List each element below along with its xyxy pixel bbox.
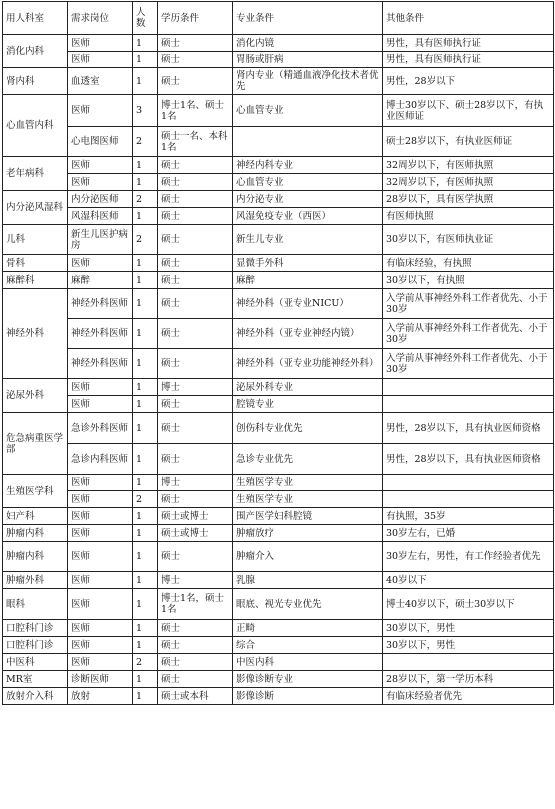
other-cell: 有执照，35岁 [383,508,554,525]
position-cell: 医师 [68,572,133,589]
major-cell: 影像诊断专业 [233,671,383,688]
table-row [3,491,554,508]
other-cell: 30岁以下，有执照 [383,272,554,289]
count-cell: 2 [133,127,158,157]
table-row [3,127,554,157]
other-cell: 入学前从事神经外科工作者优先、小于30岁 [383,289,554,319]
other-cell: 博士30岁以下、硕士28岁以下，有执业医师证 [383,95,554,127]
count-cell: 1 [133,289,158,319]
major-cell [233,127,383,157]
education-cell: 硕士 [158,542,233,572]
position-cell: 医师 [68,475,133,491]
position-cell: 急诊外科医师 [68,413,133,444]
count-cell: 1 [133,475,158,491]
position-cell: 医师 [68,396,133,413]
position-cell: 医师 [68,255,133,272]
education-cell: 博士1名，硕士1名 [158,589,233,620]
table-row [3,620,554,637]
education-cell: 硕士一名、本科1名 [158,127,233,157]
education-cell: 硕士 [158,255,233,272]
education-cell: 硕士 [158,491,233,508]
other-cell [383,491,554,508]
education-cell: 硕士或博士 [158,508,233,525]
header-other: 其他条件 [383,2,554,35]
major-cell: 肿瘤介入 [233,542,383,572]
dept-cell: MR室 [3,671,68,688]
count-cell: 1 [133,589,158,620]
education-cell: 硕士 [158,191,233,208]
other-cell: 30岁左右，男性，有工作经验者优先 [383,542,554,572]
count-cell: 1 [133,525,158,542]
other-cell [383,379,554,396]
header-education: 学历条件 [158,2,233,35]
major-cell: 腔镜专业 [233,396,383,413]
count-cell: 1 [133,572,158,589]
other-cell: 男性，28岁以下 [383,68,554,95]
count-cell: 1 [133,157,158,174]
position-cell: 医师 [68,589,133,620]
position-cell: 血透室 [68,68,133,95]
dept-cell: 生殖医学科 [3,475,68,508]
education-cell: 硕士 [158,671,233,688]
position-cell: 心电图医师 [68,127,133,157]
count-cell: 1 [133,208,158,225]
education-cell: 硕士 [158,396,233,413]
major-cell: 中医内科 [233,654,383,671]
major-cell: 心血管专业 [233,174,383,191]
education-cell: 博士 [158,379,233,396]
other-cell: 32周岁以下，有医师执照 [383,157,554,174]
count-cell: 2 [133,225,158,255]
major-cell: 创伤科专业优先 [233,413,383,444]
table-row [3,525,554,542]
education-cell: 博士1名、硕士1名 [158,95,233,127]
education-cell: 硕士 [158,319,233,349]
position-cell: 风湿科医师 [68,208,133,225]
table-row [3,68,554,95]
other-cell: 30岁以下，男性 [383,637,554,654]
other-cell [383,475,554,491]
position-cell: 医师 [68,525,133,542]
major-cell: 胃肠或肝病 [233,52,383,68]
dept-cell: 口腔科门诊 [3,637,68,654]
recruitment-table [2,1,554,705]
dept-cell: 儿科 [3,225,68,255]
header-position: 需求岗位 [68,2,133,35]
dept-cell: 神经外科 [3,289,68,379]
table-row [3,508,554,525]
dept-cell: 骨科 [3,255,68,272]
major-cell: 心血管专业 [233,95,383,127]
table-row [3,52,554,68]
position-cell: 医师 [68,508,133,525]
major-cell: 神经内科专业 [233,157,383,174]
other-cell [383,654,554,671]
position-cell: 医师 [68,654,133,671]
dept-cell: 老年病科 [3,157,68,191]
major-cell: 神经外科（亚专业神经内镜） [233,319,383,349]
other-cell [383,396,554,413]
other-cell: 30岁以下，有医师执业证 [383,225,554,255]
count-cell: 1 [133,255,158,272]
count-cell: 2 [133,191,158,208]
position-cell: 医师 [68,157,133,174]
education-cell: 博士 [158,572,233,589]
education-cell: 硕士 [158,413,233,444]
count-cell: 2 [133,491,158,508]
dept-cell: 泌尿外科 [3,379,68,413]
position-cell: 新生儿医护病房 [68,225,133,255]
count-cell: 1 [133,508,158,525]
table-row [3,572,554,589]
major-cell: 综合 [233,637,383,654]
count-cell: 1 [133,379,158,396]
other-cell: 有临床经验，有执照 [383,255,554,272]
major-cell: 显微手外科 [233,255,383,272]
major-cell: 正畸 [233,620,383,637]
count-cell: 1 [133,52,158,68]
table-row [3,174,554,191]
major-cell: 风湿免疫专业（西医） [233,208,383,225]
major-cell: 眼底、视光专业优先 [233,589,383,620]
other-cell: 男性，具有医师执行证 [383,35,554,52]
position-cell: 医师 [68,620,133,637]
other-cell: 博士40岁以下，硕士30岁以下 [383,589,554,620]
count-cell: 1 [133,349,158,379]
major-cell: 围产医学妇科腔镜 [233,508,383,525]
table-row [3,35,554,52]
count-cell: 1 [133,542,158,572]
count-cell: 1 [133,688,158,705]
dept-cell: 肿瘤内科 [3,525,68,542]
major-cell: 泌尿外科专业 [233,379,383,396]
count-cell: 1 [133,174,158,191]
other-cell: 有医师执照 [383,208,554,225]
education-cell: 硕士 [158,637,233,654]
major-cell: 消化内镜 [233,35,383,52]
other-cell: 40岁以下 [383,572,554,589]
other-cell: 入学前从事神经外科工作者优先、小于30岁 [383,319,554,349]
table-row [3,225,554,255]
other-cell: 男性，具有医师执行证 [383,52,554,68]
count-cell: 1 [133,444,158,475]
table-row [3,255,554,272]
table-row [3,444,554,475]
dept-cell: 妇产科 [3,508,68,525]
table-row [3,95,554,127]
position-cell: 医师 [68,174,133,191]
education-cell: 硕士或博士 [158,525,233,542]
education-cell: 硕士 [158,289,233,319]
other-cell: 30岁以下，男性 [383,620,554,637]
other-cell: 28岁以下，具有医学执照 [383,191,554,208]
dept-cell: 消化内科 [3,35,68,68]
table-row [3,289,554,319]
table-row [3,475,554,491]
position-cell: 医师 [68,637,133,654]
major-cell: 生殖医学专业 [233,475,383,491]
other-cell: 入学前从事神经外科工作者优先、小于30岁 [383,349,554,379]
header-major: 专业条件 [233,2,383,35]
dept-cell: 心血管内科 [3,95,68,157]
table-row [3,542,554,572]
count-cell: 1 [133,671,158,688]
header-row [3,2,554,35]
table-row [3,637,554,654]
position-cell: 医师 [68,542,133,572]
position-cell: 诊断医师 [68,671,133,688]
major-cell: 影像诊断 [233,688,383,705]
dept-cell: 眼科 [3,589,68,620]
other-cell: 30岁左右，已婚 [383,525,554,542]
major-cell: 肿瘤放疗 [233,525,383,542]
education-cell: 硕士 [158,208,233,225]
count-cell: 1 [133,319,158,349]
other-cell: 32周岁以下，有医师执照 [383,174,554,191]
education-cell: 硕士 [158,157,233,174]
count-cell: 1 [133,68,158,95]
position-cell: 医师 [68,52,133,68]
count-cell: 1 [133,396,158,413]
position-cell: 放射 [68,688,133,705]
education-cell: 硕士 [158,444,233,475]
dept-cell: 肿瘤内科 [3,542,68,572]
dept-cell: 放射介入科 [3,688,68,705]
position-cell: 医师 [68,95,133,127]
education-cell: 博士 [158,475,233,491]
position-cell: 内分泌医师 [68,191,133,208]
dept-cell: 口腔科门诊 [3,620,68,637]
position-cell: 神经外科医师 [68,349,133,379]
table-row [3,396,554,413]
table-row [3,272,554,289]
major-cell: 新生儿专业 [233,225,383,255]
count-cell: 1 [133,620,158,637]
education-cell: 硕士 [158,35,233,52]
education-cell: 硕士 [158,52,233,68]
major-cell: 肾内专业（精通血液净化技术者优先 [233,68,383,95]
major-cell: 乳腺 [233,572,383,589]
header-count: 人数 [133,2,158,35]
major-cell: 神经外科（亚专业NICU） [233,289,383,319]
count-cell: 2 [133,654,158,671]
major-cell: 神经外科（亚专业功能神经外科） [233,349,383,379]
count-cell: 1 [133,272,158,289]
table-body [3,35,554,705]
other-cell: 硕士28岁以下，有执业医师证 [383,127,554,157]
dept-cell: 麻醉科 [3,272,68,289]
education-cell: 硕士 [158,68,233,95]
major-cell: 内分泌专业 [233,191,383,208]
header-dept: 用人科室 [3,2,68,35]
other-cell: 男性，28岁以下，具有执业医师资格 [383,444,554,475]
table-row [3,688,554,705]
count-cell: 1 [133,35,158,52]
education-cell: 硕士 [158,654,233,671]
count-cell: 3 [133,95,158,127]
dept-cell: 危急病重医学部 [3,413,68,475]
position-cell: 神经外科医师 [68,319,133,349]
dept-cell: 中医科 [3,654,68,671]
position-cell: 急诊内科医师 [68,444,133,475]
major-cell: 生殖医学专业 [233,491,383,508]
dept-cell: 肾内科 [3,68,68,95]
position-cell: 医师 [68,379,133,396]
education-cell: 硕士或本科 [158,688,233,705]
table-row [3,379,554,396]
other-cell: 28岁以下，第一学历本科 [383,671,554,688]
dept-cell: 内分泌风湿科 [3,191,68,225]
table-row [3,589,554,620]
other-cell: 男性，28岁以下，具有执业医师资格 [383,413,554,444]
table-row [3,654,554,671]
other-cell: 有临床经验者优先 [383,688,554,705]
education-cell: 硕士 [158,620,233,637]
education-cell: 硕士 [158,272,233,289]
position-cell: 麻醉 [68,272,133,289]
dept-cell: 肿瘤外科 [3,572,68,589]
count-cell: 1 [133,637,158,654]
education-cell: 硕士 [158,349,233,379]
major-cell: 急诊专业优先 [233,444,383,475]
table-row [3,319,554,349]
position-cell: 神经外科医师 [68,289,133,319]
position-cell: 医师 [68,35,133,52]
count-cell: 1 [133,413,158,444]
table-row [3,671,554,688]
table-row [3,349,554,379]
education-cell: 硕士 [158,225,233,255]
major-cell: 麻醉 [233,272,383,289]
table-row [3,191,554,208]
position-cell: 医师 [68,491,133,508]
education-cell: 硕士 [158,174,233,191]
table-row [3,208,554,225]
table-row [3,413,554,444]
table-row [3,157,554,174]
